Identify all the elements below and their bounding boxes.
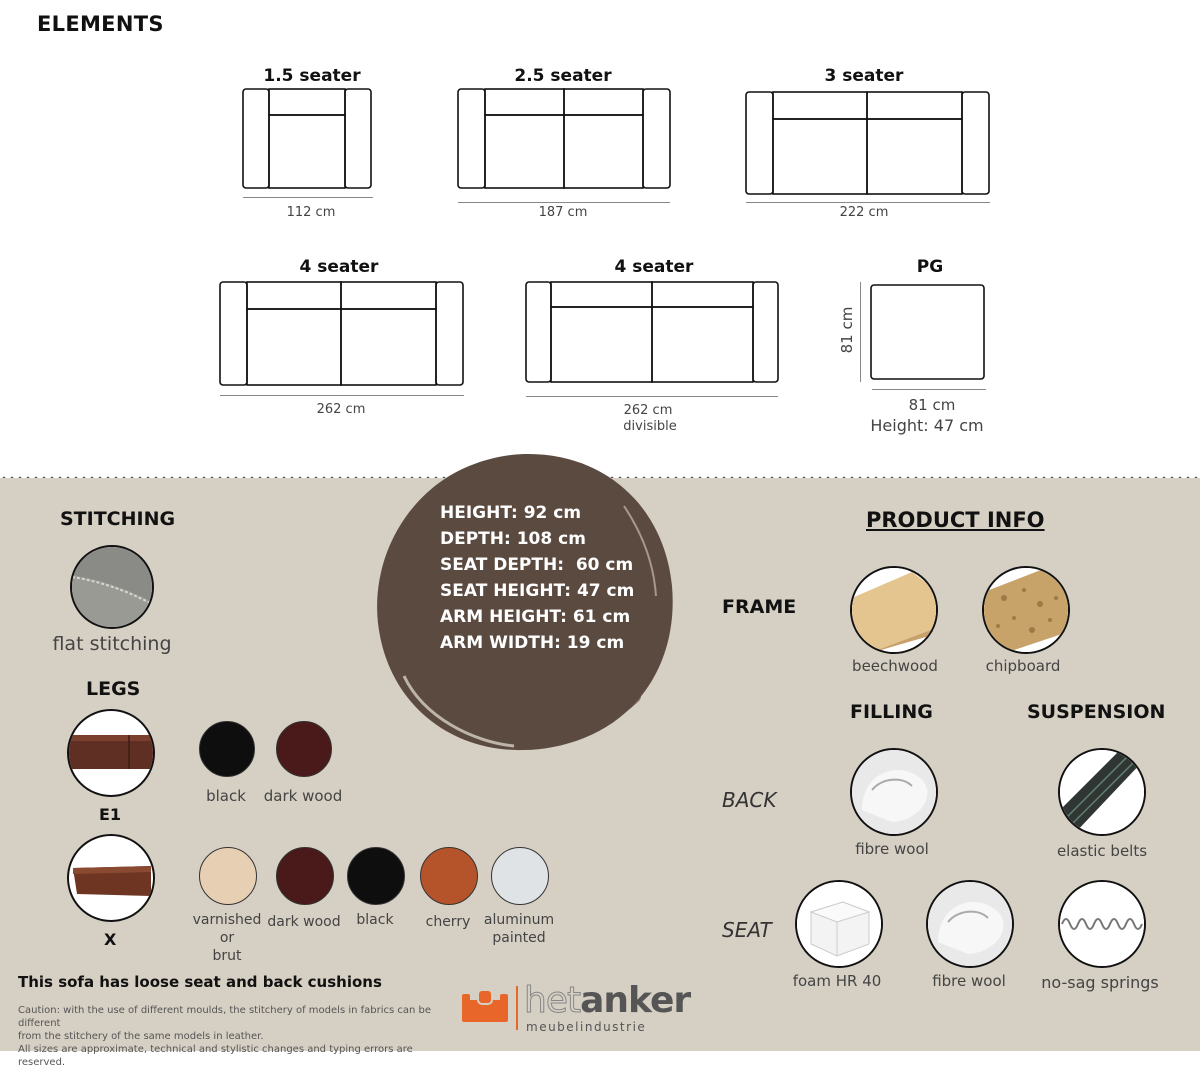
product-info-heading: PRODUCT INFO: [866, 508, 1045, 532]
leg-x-label: X: [104, 930, 117, 949]
leg-color-name-line: brut: [212, 948, 242, 964]
logo-wordmark-het: het: [524, 980, 581, 1021]
no-sag-springs-photo: [1060, 882, 1144, 966]
leg-color-name-line: painted: [492, 930, 546, 946]
spec-arm-width: ARM WIDTH: 19 cm: [440, 633, 625, 653]
leg-color-swatch[interactable]: [276, 721, 332, 777]
leg-color-name-line: or: [219, 930, 235, 946]
fibre-wool-seat-image: [926, 880, 1014, 968]
dimension-line: [860, 282, 861, 382]
elastic-belts-image: [1058, 748, 1146, 836]
stitching-swatch: [72, 547, 152, 627]
beechwood-image: [850, 566, 938, 654]
legs-heading: LEGS: [86, 678, 141, 700]
leg-color-swatch[interactable]: [491, 847, 549, 905]
filling-back-caption: fibre wool: [855, 840, 929, 858]
element-width: 262 cm: [316, 402, 366, 417]
leg-color-swatch[interactable]: [420, 847, 478, 905]
sofa-1-5-seater-drawing: [240, 86, 376, 192]
beechwood-photo: [852, 568, 936, 652]
element-depth: 81 cm: [838, 306, 856, 354]
leg-color-swatch[interactable]: [199, 721, 255, 777]
sofa-3-seater-drawing: [743, 89, 993, 197]
sofa-4-seater-drawing: [217, 279, 467, 389]
sofa-logo-icon: [460, 990, 510, 1024]
leg-color-swatch[interactable]: [199, 847, 257, 905]
leg-e1-photo: [69, 711, 153, 795]
elements-section: [0, 0, 1200, 478]
chipboard-image: [982, 566, 1070, 654]
frame-heading: FRAME: [722, 596, 797, 618]
dimension-line: [872, 389, 986, 390]
cushion-note: This sofa has loose seat and back cushions: [18, 973, 382, 991]
stitching-caption: flat stitching: [52, 633, 172, 655]
seat-label: SEAT: [722, 918, 772, 942]
spec-arm-height: ARM HEIGHT: 61 cm: [440, 607, 631, 627]
spec-list: [440, 500, 634, 656]
dimension-line: [220, 395, 464, 396]
fibre-wool-photo: [852, 750, 936, 834]
suspension-back-caption: elastic belts: [1056, 842, 1148, 860]
hetanker-logo: [460, 980, 720, 1036]
suspension-seat-caption: no-sag springs: [1041, 973, 1159, 992]
leg-color-name: cherry: [425, 914, 471, 930]
element-height: Height: 47 cm: [870, 416, 984, 435]
filling-seat-caption: foam HR 40: [792, 972, 882, 990]
dimension-line: [746, 202, 990, 203]
leg-color-swatch[interactable]: [347, 847, 405, 905]
caution-text: [18, 1004, 448, 1069]
leg-color-name-line: aluminum: [483, 912, 555, 928]
foam-hr40-image: [795, 880, 883, 968]
element-title: 3 seater: [824, 66, 904, 86]
sofa-2-5-seater-drawing: [455, 86, 673, 192]
dimension-line: [458, 202, 670, 203]
element-title: 1.5 seater: [263, 66, 361, 86]
caution-line: All sizes are approximate, technical and stylistic changes and typing errors are reserved.: [18, 1044, 413, 1068]
logo-subtitle: meubelindustrie: [526, 1020, 647, 1034]
spec-height: HEIGHT: 92 cm: [440, 503, 582, 523]
element-width: 187 cm: [538, 205, 588, 220]
sofa-4-seater-divisible-drawing: [523, 279, 781, 386]
filling-heading: FILLING: [850, 701, 933, 723]
element-note: divisible: [623, 419, 677, 434]
filling-seat-caption: fibre wool: [932, 972, 1006, 990]
leg-color-name: dark wood: [267, 914, 341, 930]
leg-color-swatch[interactable]: [276, 847, 334, 905]
element-title: 2.5 seater: [514, 66, 612, 86]
leg-e1-label: E1: [99, 805, 122, 824]
leg-color-name: black: [206, 787, 246, 805]
dimension-line: [526, 396, 778, 397]
spec-depth: DEPTH: 108 cm: [440, 529, 586, 549]
pouf-pg-drawing: [867, 282, 989, 382]
elements-heading: ELEMENTS: [37, 12, 164, 36]
fibre-wool-photo: [928, 882, 1012, 966]
logo-wordmark: [524, 980, 690, 1021]
leg-e1-image: [67, 709, 155, 797]
caution-line: from the stitchery of the same models in leather.: [18, 1031, 264, 1042]
leg-color-name: black: [356, 912, 394, 928]
leg-color-name-aluminum: [474, 911, 564, 947]
fibre-wool-back-image: [850, 748, 938, 836]
no-sag-springs-image: [1058, 880, 1146, 968]
element-width: 262 cm: [623, 403, 673, 418]
logo-wordmark-anker: anker: [580, 980, 691, 1021]
leg-x-image: [67, 834, 155, 922]
back-label: BACK: [722, 788, 777, 812]
dimension-line: [243, 197, 373, 198]
element-title: 4 seater: [299, 257, 379, 277]
logo-divider: [516, 986, 518, 1030]
element-title: PG: [916, 257, 944, 277]
leg-color-name: dark wood: [263, 787, 343, 805]
flat-stitching-image: [70, 545, 154, 629]
suspension-heading: SUSPENSION: [1027, 701, 1166, 723]
spec-seat-height: SEAT HEIGHT: 47 cm: [440, 581, 635, 601]
frame-item-caption: beechwood: [852, 657, 938, 675]
foam-photo: [797, 882, 881, 966]
element-width: 81 cm: [908, 396, 956, 414]
frame-item-caption: chipboard: [985, 657, 1061, 675]
caution-line: Caution: with the use of different moulds, the stitchery of models in fabrics can be different: [18, 1005, 432, 1029]
elastic-belts-photo: [1060, 750, 1144, 834]
leg-color-name-line: varnished: [192, 912, 262, 928]
element-width: 112 cm: [286, 205, 336, 220]
stitching-heading: STITCHING: [60, 508, 176, 530]
element-width: 222 cm: [839, 205, 889, 220]
chipboard-photo: [984, 568, 1068, 652]
leg-x-photo: [69, 836, 153, 920]
element-title: 4 seater: [614, 257, 694, 277]
spec-seat-depth: SEAT DEPTH: 60 cm: [440, 555, 634, 575]
